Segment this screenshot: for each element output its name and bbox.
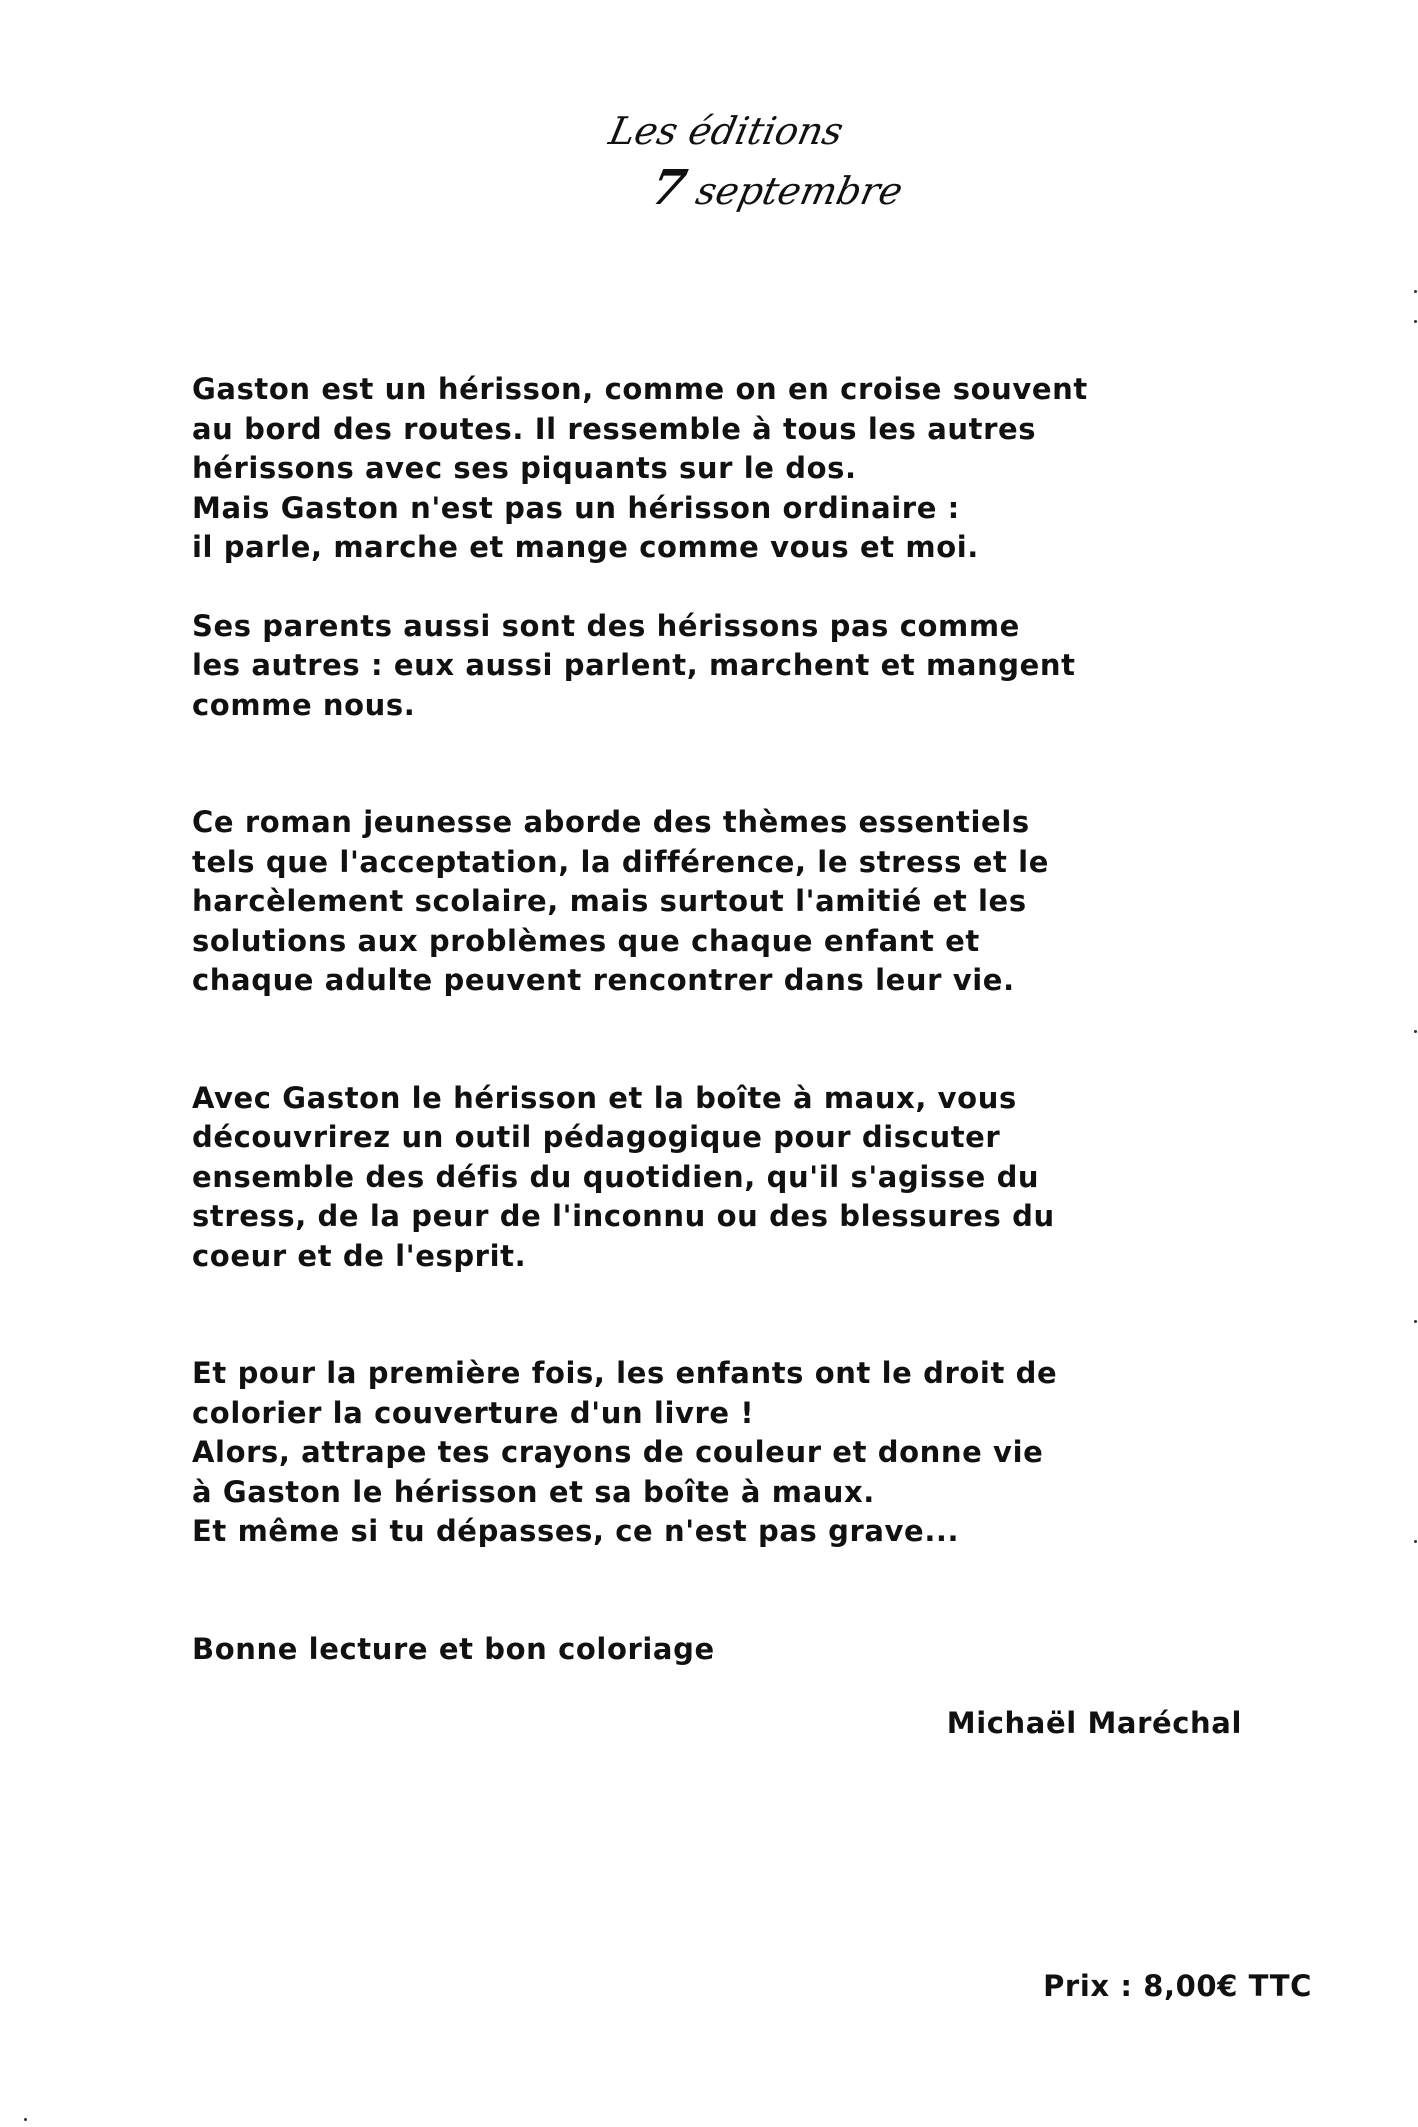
- paragraph-2: [192, 607, 1262, 726]
- paragraph-gap: [192, 1276, 1262, 1354]
- text-line: harcèlement scolaire, mais surtout l'amitié et les: [192, 884, 1027, 918]
- text-line: Et même si tu dépasses, ce n'est pas grave...: [192, 1514, 960, 1548]
- text-line: Et pour la première fois, les enfants ont le droit de: [192, 1356, 1058, 1390]
- paragraph-gap: [192, 568, 1262, 607]
- text-line: colorier la couverture d'un livre !: [192, 1395, 755, 1430]
- scan-artifact: [1414, 1540, 1417, 1543]
- scan-artifact: [1414, 320, 1417, 323]
- text-line: Gaston est un hérisson, comme on en croise souvent: [192, 372, 1088, 406]
- text-line: Bonne lecture et bon coloriage: [192, 1631, 715, 1666]
- paragraph-gap: [192, 725, 1262, 803]
- paragraph-5: [192, 1354, 1262, 1552]
- text-line: tels que l'acceptation, la différence, le stress et le: [192, 844, 1049, 879]
- scan-artifact: [1414, 1320, 1417, 1323]
- text-line: chaque adulte peuvent rencontrer dans leur vie.: [192, 963, 1015, 997]
- text-line: stress, de la peur de l'inconnu ou des blessures du: [192, 1199, 1055, 1233]
- text-line: Alors, attrape tes crayons de couleur et donne vie: [192, 1435, 1044, 1469]
- author-signature: Michaël Maréchal: [946, 1706, 1242, 1740]
- paragraph-6: [192, 1630, 1262, 1670]
- price-label: Prix : 8,00€ TTC: [1043, 1969, 1312, 2003]
- publisher-logo-word: septembre: [692, 169, 907, 213]
- scan-artifact: [1414, 290, 1417, 293]
- paragraph-gap: [192, 1001, 1262, 1079]
- publisher-logo-line-1: Les éditions: [605, 109, 848, 153]
- paragraph-1: [192, 370, 1262, 568]
- publisher-logo-line-2: [646, 160, 908, 216]
- text-line: Ce roman jeunesse aborde des thèmes essentiels: [192, 805, 1030, 839]
- text-line: au bord des routes. Il ressemble à tous les autres: [192, 411, 1037, 446]
- back-cover-text: [192, 370, 1262, 1669]
- text-line: Ses parents aussi sont des hérissons pas comme: [192, 608, 1020, 643]
- text-line: découvrirez un outil pédagogique pour discuter: [192, 1120, 1001, 1154]
- text-line: Mais Gaston n'est pas un hérisson ordinaire :: [192, 490, 960, 525]
- text-line: à Gaston le hérisson et sa boîte à maux.: [192, 1474, 875, 1509]
- scan-artifact: [1414, 1030, 1417, 1033]
- paragraph-3: [192, 803, 1262, 1001]
- text-line: solutions aux problèmes que chaque enfant et: [192, 923, 980, 958]
- publisher-logo: [600, 108, 907, 218]
- text-line: il parle, marche et mange comme vous et moi.: [192, 530, 979, 564]
- text-line: hérissons avec ses piquants sur le dos.: [192, 451, 857, 485]
- text-line: les autres : eux aussi parlent, marchent et mangent: [192, 648, 1076, 682]
- scan-artifact: [24, 2118, 27, 2121]
- text-line: coeur et de l'esprit.: [192, 1238, 527, 1273]
- publisher-logo-number: 7: [646, 160, 692, 216]
- text-line: Avec Gaston le hérisson et la boîte à maux, vous: [192, 1080, 1017, 1115]
- paragraph-4: [192, 1079, 1262, 1277]
- text-line: ensemble des défis du quotidien, qu'il s'agisse du: [192, 1159, 1040, 1194]
- text-line: comme nous.: [192, 687, 416, 722]
- paragraph-gap: [192, 1552, 1262, 1630]
